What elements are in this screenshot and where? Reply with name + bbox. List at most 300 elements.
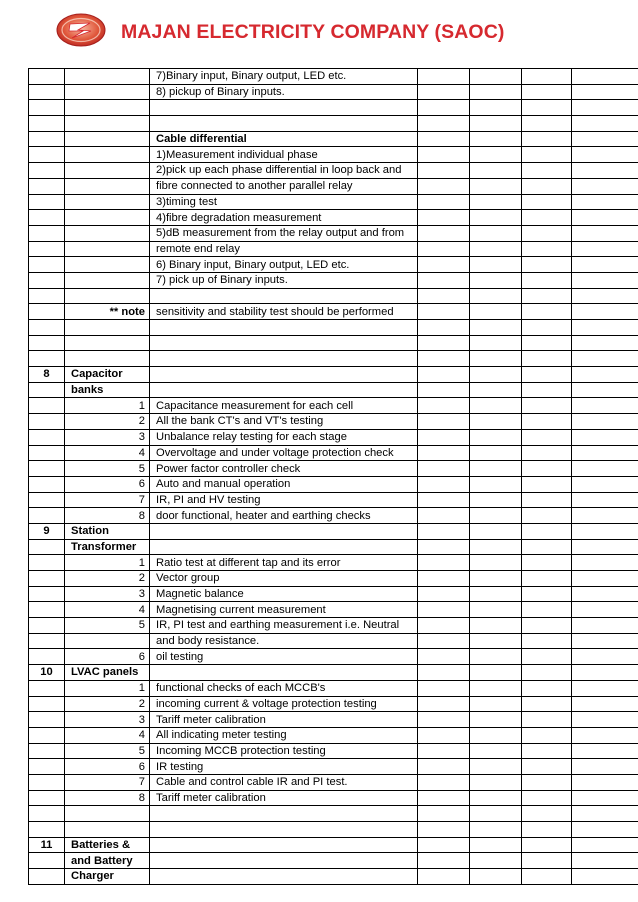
blank-cell — [572, 351, 638, 367]
item-cell: Station — [65, 523, 150, 539]
item-cell: banks — [65, 382, 150, 398]
item-cell: 3 — [65, 712, 150, 728]
majan-logo-icon — [56, 12, 106, 48]
blank-cell — [418, 837, 470, 853]
description-cell: incoming current & voltage protection testing — [150, 696, 418, 712]
description-cell: Unbalance relay testing for each stage — [150, 429, 418, 445]
section-number-cell — [29, 869, 65, 885]
table-row — [29, 147, 638, 163]
section-number-cell — [29, 288, 65, 304]
blank-cell — [470, 84, 522, 100]
section-number-cell — [29, 178, 65, 194]
blank-cell — [572, 869, 638, 885]
blank-cell — [470, 571, 522, 587]
blank-cell — [522, 759, 572, 775]
section-number-cell — [29, 586, 65, 602]
blank-cell — [470, 178, 522, 194]
item-cell — [65, 84, 150, 100]
item-cell: LVAC panels — [65, 665, 150, 681]
section-number-cell — [29, 743, 65, 759]
blank-cell — [470, 837, 522, 853]
blank-cell — [470, 100, 522, 116]
description-cell: All indicating meter testing — [150, 727, 418, 743]
blank-cell — [572, 225, 638, 241]
blank-cell — [470, 69, 522, 85]
section-number-cell — [29, 100, 65, 116]
table-row — [29, 602, 638, 618]
description-cell: Auto and manual operation — [150, 476, 418, 492]
table-row — [29, 69, 638, 85]
blank-cell — [522, 194, 572, 210]
blank-cell — [572, 602, 638, 618]
section-number-cell — [29, 194, 65, 210]
table-row — [29, 571, 638, 587]
section-number-cell — [29, 539, 65, 555]
blank-cell — [418, 194, 470, 210]
blank-cell — [470, 649, 522, 665]
table-row — [29, 633, 638, 649]
blank-cell — [572, 445, 638, 461]
blank-cell — [572, 774, 638, 790]
blank-cell — [522, 837, 572, 853]
blank-cell — [418, 774, 470, 790]
item-cell — [65, 288, 150, 304]
section-number-cell — [29, 210, 65, 226]
item-cell: Batteries & — [65, 837, 150, 853]
table-row — [29, 492, 638, 508]
section-number-cell — [29, 304, 65, 320]
section-number-cell — [29, 649, 65, 665]
blank-cell — [418, 712, 470, 728]
blank-cell — [470, 727, 522, 743]
item-cell — [65, 257, 150, 273]
description-cell — [150, 351, 418, 367]
description-cell: Capacitance measurement for each cell — [150, 398, 418, 414]
table-row — [29, 335, 638, 351]
section-number-cell — [29, 147, 65, 163]
blank-cell — [572, 69, 638, 85]
description-cell — [150, 100, 418, 116]
table-row — [29, 555, 638, 571]
description-cell: Magnetic balance — [150, 586, 418, 602]
page-header — [0, 0, 638, 66]
blank-cell — [470, 476, 522, 492]
description-cell: 7)Binary input, Binary output, LED etc. — [150, 69, 418, 85]
table-row — [29, 241, 638, 257]
item-cell: 7 — [65, 492, 150, 508]
blank-cell — [572, 618, 638, 634]
description-cell: IR, PI test and earthing measurement i.e. Neutral — [150, 618, 418, 634]
description-cell: fibre connected to another parallel relay — [150, 178, 418, 194]
blank-cell — [470, 508, 522, 524]
blank-cell — [470, 822, 522, 838]
blank-cell — [470, 288, 522, 304]
table-row — [29, 743, 638, 759]
table-row — [29, 586, 638, 602]
item-cell: 5 — [65, 743, 150, 759]
table-row — [29, 774, 638, 790]
blank-cell — [418, 539, 470, 555]
blank-cell — [522, 523, 572, 539]
blank-cell — [418, 116, 470, 132]
item-cell: 3 — [65, 586, 150, 602]
blank-cell — [572, 571, 638, 587]
section-number-cell — [29, 633, 65, 649]
blank-cell — [470, 429, 522, 445]
blank-cell — [470, 241, 522, 257]
blank-cell — [522, 147, 572, 163]
blank-cell — [470, 806, 522, 822]
blank-cell — [470, 257, 522, 273]
blank-cell — [572, 712, 638, 728]
blank-cell — [418, 523, 470, 539]
table-row — [29, 414, 638, 430]
description-cell: functional checks of each MCCB's — [150, 680, 418, 696]
description-cell — [150, 853, 418, 869]
blank-cell — [572, 837, 638, 853]
blank-cell — [522, 633, 572, 649]
blank-cell — [522, 539, 572, 555]
section-number-cell: 8 — [29, 367, 65, 383]
section-number-cell — [29, 759, 65, 775]
blank-cell — [572, 335, 638, 351]
section-number-cell — [29, 429, 65, 445]
blank-cell — [522, 476, 572, 492]
blank-cell — [572, 194, 638, 210]
blank-cell — [572, 163, 638, 179]
blank-cell — [418, 100, 470, 116]
blank-cell — [470, 225, 522, 241]
blank-cell — [522, 445, 572, 461]
item-cell: 2 — [65, 571, 150, 587]
item-cell: 6 — [65, 649, 150, 665]
item-cell: ** note — [65, 304, 150, 320]
blank-cell — [418, 147, 470, 163]
blank-cell — [418, 398, 470, 414]
item-cell: 2 — [65, 414, 150, 430]
table-row — [29, 304, 638, 320]
description-cell: Power factor controller check — [150, 461, 418, 477]
section-number-cell: 9 — [29, 523, 65, 539]
blank-cell — [572, 822, 638, 838]
blank-cell — [470, 539, 522, 555]
blank-cell — [522, 225, 572, 241]
table-row — [29, 351, 638, 367]
blank-cell — [418, 414, 470, 430]
blank-cell — [418, 69, 470, 85]
blank-cell — [470, 743, 522, 759]
description-cell — [150, 382, 418, 398]
blank-cell — [470, 147, 522, 163]
blank-cell — [522, 241, 572, 257]
blank-cell — [522, 743, 572, 759]
section-number-cell — [29, 571, 65, 587]
blank-cell — [470, 414, 522, 430]
blank-cell — [522, 680, 572, 696]
blank-cell — [418, 351, 470, 367]
blank-cell — [522, 665, 572, 681]
section-number-cell — [29, 241, 65, 257]
description-cell: 7) pick up of Binary inputs. — [150, 272, 418, 288]
item-cell — [65, 806, 150, 822]
description-cell — [150, 806, 418, 822]
blank-cell — [418, 210, 470, 226]
blank-cell — [418, 429, 470, 445]
item-cell: 1 — [65, 555, 150, 571]
blank-cell — [470, 759, 522, 775]
blank-cell — [470, 445, 522, 461]
item-cell: 4 — [65, 602, 150, 618]
blank-cell — [522, 774, 572, 790]
item-cell: 6 — [65, 476, 150, 492]
description-cell: Cable and control cable IR and PI test. — [150, 774, 418, 790]
section-number-cell — [29, 272, 65, 288]
blank-cell — [470, 602, 522, 618]
blank-cell — [522, 806, 572, 822]
table-row — [29, 806, 638, 822]
section-number-cell — [29, 774, 65, 790]
blank-cell — [572, 382, 638, 398]
blank-cell — [522, 712, 572, 728]
table-row — [29, 869, 638, 885]
blank-cell — [418, 649, 470, 665]
section-number-cell — [29, 398, 65, 414]
blank-cell — [572, 367, 638, 383]
blank-cell — [418, 131, 470, 147]
blank-cell — [522, 461, 572, 477]
blank-cell — [522, 163, 572, 179]
item-cell: 1 — [65, 680, 150, 696]
blank-cell — [470, 853, 522, 869]
table-row — [29, 539, 638, 555]
blank-cell — [572, 288, 638, 304]
section-number-cell — [29, 476, 65, 492]
table-row — [29, 272, 638, 288]
item-cell: 7 — [65, 774, 150, 790]
description-cell: 5)dB measurement from the relay output and from — [150, 225, 418, 241]
table-row — [29, 116, 638, 132]
blank-cell — [418, 790, 470, 806]
item-cell — [65, 194, 150, 210]
table-row — [29, 398, 638, 414]
description-cell — [150, 539, 418, 555]
blank-cell — [572, 508, 638, 524]
table-row — [29, 649, 638, 665]
item-cell — [65, 272, 150, 288]
blank-cell — [522, 508, 572, 524]
section-number-cell — [29, 414, 65, 430]
blank-cell — [470, 335, 522, 351]
description-cell: Tariff meter calibration — [150, 790, 418, 806]
blank-cell — [522, 257, 572, 273]
item-cell — [65, 163, 150, 179]
blank-cell — [522, 790, 572, 806]
blank-cell — [572, 461, 638, 477]
table-row — [29, 100, 638, 116]
blank-cell — [418, 571, 470, 587]
blank-cell — [522, 727, 572, 743]
blank-cell — [470, 665, 522, 681]
description-cell: 6) Binary input, Binary output, LED etc. — [150, 257, 418, 273]
description-cell — [150, 837, 418, 853]
blank-cell — [470, 790, 522, 806]
blank-cell — [572, 178, 638, 194]
table-row — [29, 461, 638, 477]
table-row — [29, 837, 638, 853]
blank-cell — [572, 100, 638, 116]
description-cell: IR, PI and HV testing — [150, 492, 418, 508]
blank-cell — [522, 696, 572, 712]
blank-cell — [470, 131, 522, 147]
blank-cell — [522, 555, 572, 571]
blank-cell — [418, 759, 470, 775]
blank-cell — [418, 727, 470, 743]
item-cell — [65, 335, 150, 351]
blank-cell — [418, 586, 470, 602]
blank-cell — [470, 351, 522, 367]
blank-cell — [572, 759, 638, 775]
blank-cell — [522, 178, 572, 194]
description-cell: 1)Measurement individual phase — [150, 147, 418, 163]
blank-cell — [572, 320, 638, 336]
table-row — [29, 210, 638, 226]
item-cell — [65, 241, 150, 257]
blank-cell — [418, 853, 470, 869]
blank-cell — [470, 774, 522, 790]
blank-cell — [418, 335, 470, 351]
table-row — [29, 445, 638, 461]
section-number-cell — [29, 492, 65, 508]
description-cell — [150, 367, 418, 383]
blank-cell — [572, 743, 638, 759]
section-number-cell — [29, 69, 65, 85]
description-cell: Overvoltage and under voltage protection check — [150, 445, 418, 461]
blank-cell — [522, 586, 572, 602]
description-cell: remote end relay — [150, 241, 418, 257]
blank-cell — [522, 131, 572, 147]
blank-cell — [470, 194, 522, 210]
blank-cell — [470, 680, 522, 696]
blank-cell — [470, 320, 522, 336]
blank-cell — [470, 461, 522, 477]
description-cell — [150, 288, 418, 304]
description-cell: All the bank CT's and VT's testing — [150, 414, 418, 430]
blank-cell — [522, 320, 572, 336]
table-row — [29, 790, 638, 806]
blank-cell — [522, 618, 572, 634]
description-cell — [150, 116, 418, 132]
item-cell — [65, 178, 150, 194]
blank-cell — [522, 304, 572, 320]
blank-cell — [522, 351, 572, 367]
blank-cell — [418, 680, 470, 696]
blank-cell — [418, 257, 470, 273]
description-cell — [150, 869, 418, 885]
blank-cell — [522, 84, 572, 100]
section-number-cell — [29, 790, 65, 806]
blank-cell — [522, 398, 572, 414]
blank-cell — [418, 743, 470, 759]
blank-cell — [522, 492, 572, 508]
blank-cell — [572, 241, 638, 257]
section-number-cell — [29, 602, 65, 618]
blank-cell — [418, 320, 470, 336]
item-cell — [65, 633, 150, 649]
blank-cell — [418, 696, 470, 712]
table-row — [29, 367, 638, 383]
blank-cell — [418, 602, 470, 618]
blank-cell — [418, 665, 470, 681]
blank-cell — [522, 602, 572, 618]
section-number-cell: 11 — [29, 837, 65, 853]
section-number-cell — [29, 163, 65, 179]
section-number-cell — [29, 225, 65, 241]
blank-cell — [522, 288, 572, 304]
blank-cell — [418, 304, 470, 320]
blank-cell — [418, 163, 470, 179]
blank-cell — [572, 398, 638, 414]
test-checklist-table — [28, 68, 638, 885]
blank-cell — [572, 727, 638, 743]
description-cell: Ratio test at different tap and its error — [150, 555, 418, 571]
description-cell — [150, 523, 418, 539]
section-number-cell — [29, 696, 65, 712]
description-cell: sensitivity and stability test should be performed — [150, 304, 418, 320]
table-row — [29, 618, 638, 634]
blank-cell — [572, 790, 638, 806]
item-cell: 2 — [65, 696, 150, 712]
blank-cell — [572, 665, 638, 681]
blank-cell — [572, 116, 638, 132]
blank-cell — [572, 555, 638, 571]
blank-cell — [470, 210, 522, 226]
description-cell: Incoming MCCB protection testing — [150, 743, 418, 759]
blank-cell — [470, 869, 522, 885]
table-row — [29, 131, 638, 147]
blank-cell — [418, 367, 470, 383]
blank-cell — [470, 367, 522, 383]
blank-cell — [522, 210, 572, 226]
table-row — [29, 523, 638, 539]
blank-cell — [418, 618, 470, 634]
blank-cell — [418, 869, 470, 885]
description-cell: Cable differential — [150, 131, 418, 147]
section-number-cell — [29, 320, 65, 336]
table-row — [29, 712, 638, 728]
item-cell — [65, 116, 150, 132]
table-row — [29, 696, 638, 712]
item-cell — [65, 147, 150, 163]
section-number-cell — [29, 257, 65, 273]
item-cell: Capacitor — [65, 367, 150, 383]
item-cell — [65, 69, 150, 85]
description-cell: door functional, heater and earthing checks — [150, 508, 418, 524]
blank-cell — [522, 116, 572, 132]
description-cell — [150, 822, 418, 838]
table-row — [29, 727, 638, 743]
blank-cell — [572, 492, 638, 508]
blank-cell — [418, 822, 470, 838]
section-number-cell — [29, 382, 65, 398]
blank-cell — [572, 429, 638, 445]
blank-cell — [418, 241, 470, 257]
blank-cell — [522, 335, 572, 351]
table-row — [29, 194, 638, 210]
blank-cell — [572, 680, 638, 696]
section-number-cell — [29, 508, 65, 524]
table-row — [29, 84, 638, 100]
item-cell: 4 — [65, 445, 150, 461]
